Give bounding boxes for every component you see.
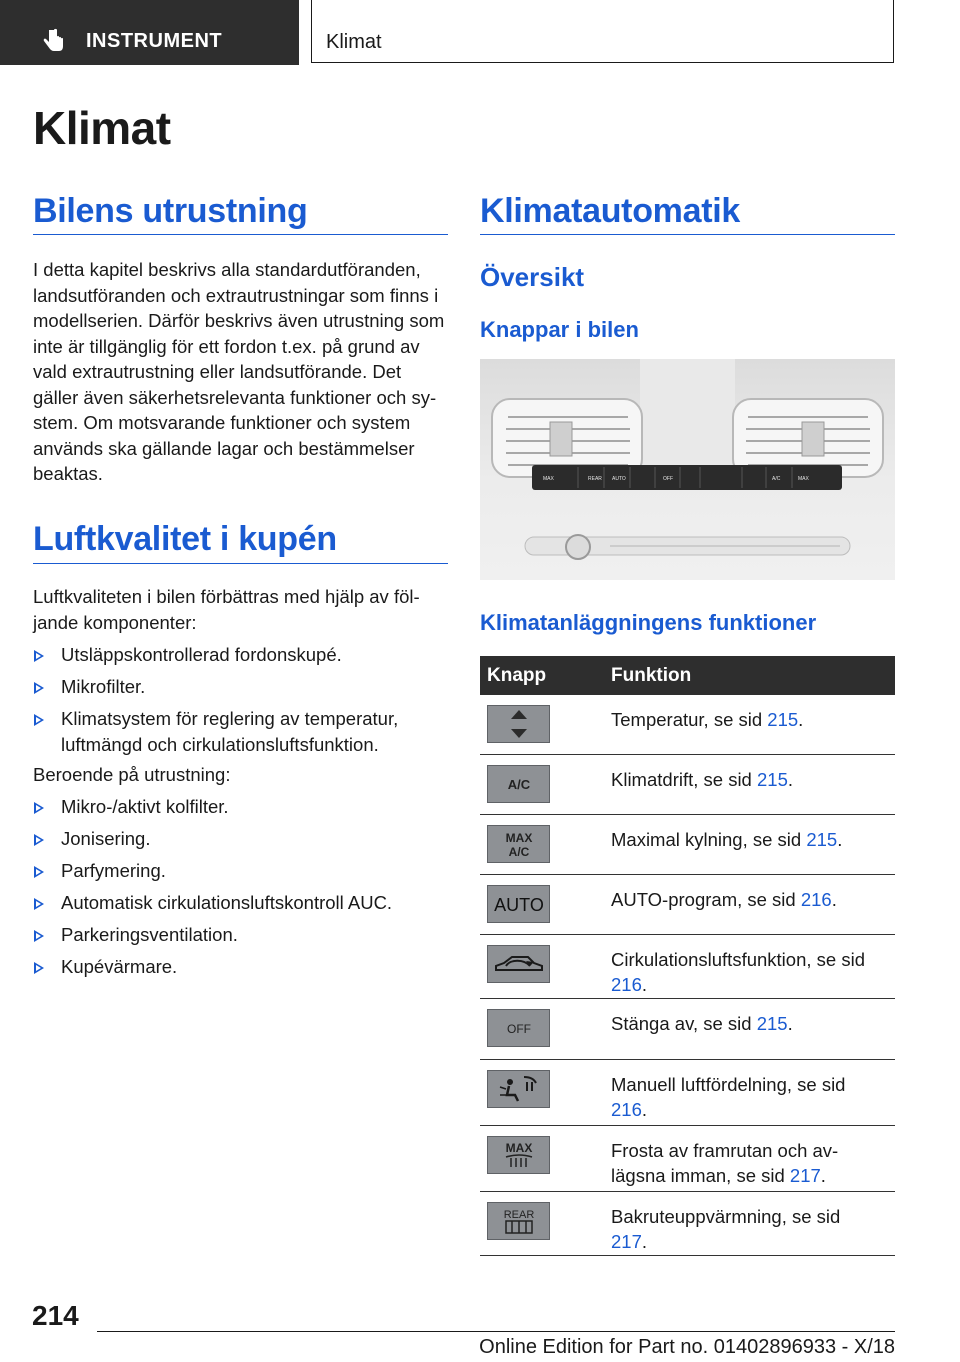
bullet-triangle-icon	[34, 714, 44, 726]
max-defrost-icon	[487, 1136, 550, 1174]
function-text: Manuell luftfördelning, se sid 216.	[611, 1074, 846, 1120]
table-row	[480, 1126, 895, 1192]
function-text: Klimatdrift, se sid 215.	[611, 769, 794, 790]
list-item: Parfymering.	[33, 858, 449, 884]
recirculation-icon	[487, 945, 550, 983]
table-row	[480, 935, 895, 999]
page-link[interactable]: 215	[767, 709, 799, 730]
table-row	[480, 815, 895, 875]
svg-text:MAX: MAX	[505, 831, 532, 845]
table-row	[480, 1060, 895, 1126]
equipment-dependent-list	[33, 794, 449, 986]
table-row	[480, 755, 895, 815]
temperature-arrows-icon	[487, 705, 550, 743]
page-link[interactable]: 215	[757, 769, 788, 790]
heading-equipment: Bilens utrustning	[33, 192, 308, 230]
equipment-paragraph: I detta kapitel beskrivs alla standardutföranden, landsutföranden och extrautrustningar som finns i modellserien. Därför beskrivs även utrustning som inte är tillgänglig för ett fordon t.ex. på grund av vald extrautrustning eller landsutförande. Det gäller även säkerhetsrelevanta funktioner och sy-stem. Om motsvarande funktioner och system används ska gällande lagar och bestämmelser beaktas.	[33, 259, 445, 484]
heading-overview: Översikt	[480, 262, 585, 292]
list-item: Utsläppskontrollerad fordonskupé.	[33, 642, 449, 668]
auto-icon	[487, 885, 550, 923]
air-intro-paragraph: Luftkvaliteten i bilen förbättras med hjälp av föl-jande komponenter:	[33, 586, 420, 633]
heading-rule	[33, 234, 448, 235]
table-row	[480, 999, 895, 1060]
bullet-triangle-icon	[34, 866, 44, 878]
bullet-triangle-icon	[34, 898, 44, 910]
svg-text:REAR: REAR	[588, 476, 602, 482]
function-text: Cirkulationsluftsfunktion, se sid 216.	[611, 949, 865, 995]
function-text: Maximal kylning, se sid 215.	[611, 829, 843, 850]
bullet-triangle-icon	[34, 834, 44, 846]
section-label: INSTRUMENT	[86, 30, 223, 52]
svg-text:AUTO: AUTO	[612, 476, 626, 482]
topic-tab	[311, 0, 894, 63]
svg-text:MAX: MAX	[505, 1141, 532, 1155]
page-link[interactable]: 216	[611, 974, 642, 995]
table-header	[480, 656, 895, 695]
bullet-triangle-icon	[34, 962, 44, 974]
heading-rule	[33, 563, 448, 564]
page-link[interactable]: 215	[756, 1013, 788, 1034]
hand-pointer-icon	[40, 28, 66, 54]
bullet-triangle-icon	[34, 802, 44, 814]
svg-text:MAX: MAX	[798, 476, 809, 482]
max-ac-icon	[487, 825, 550, 863]
list-item: Mikrofilter.	[33, 674, 449, 700]
bullet-triangle-icon	[34, 682, 44, 694]
functions-table	[480, 656, 895, 1256]
page-link[interactable]: 217	[789, 1165, 821, 1186]
page-number: 214	[32, 1300, 79, 1331]
page-link[interactable]: 216	[800, 889, 832, 910]
footer-rule	[97, 1331, 895, 1332]
function-text: Stänga av, se sid 215.	[611, 1013, 793, 1034]
heading-air-quality: Luftkvalitet i kupén	[33, 520, 337, 558]
page-title: Klimat	[33, 102, 171, 154]
heading-buttons: Knappar i bilen	[480, 317, 639, 342]
depends-paragraph: Beroende på utrustning:	[33, 764, 231, 785]
svg-text:MAX: MAX	[543, 476, 554, 482]
column-header-function: Funktion	[611, 665, 692, 686]
function-text: AUTO-program, se sid 216.	[611, 889, 837, 910]
section-tab	[0, 0, 299, 65]
rear-defrost-icon	[487, 1202, 550, 1240]
page-link[interactable]: 215	[806, 829, 838, 850]
control-panel-illustration	[480, 359, 895, 580]
topic-label: Klimat	[326, 31, 382, 53]
page-link[interactable]: 217	[611, 1231, 642, 1252]
bullet-triangle-icon	[34, 650, 44, 662]
ac-icon	[487, 765, 550, 803]
table-row	[480, 875, 895, 935]
list-item: Mikro-/aktivt kolfilter.	[33, 794, 449, 820]
list-item: Klimatsystem för reglering av temperatur, luftmängd och cirkulationsluftsfunktion.	[33, 706, 449, 757]
svg-text:OFF: OFF	[506, 1022, 531, 1036]
heading-functions: Klimatanläggningens funktioner	[480, 610, 817, 635]
heading-rule	[480, 234, 895, 235]
function-text: Bakruteuppvärmning, se sid 217.	[611, 1206, 841, 1252]
heading-climate-auto: Klimatautomatik	[480, 192, 740, 230]
svg-text:A/C: A/C	[507, 777, 530, 792]
svg-text:REAR: REAR	[503, 1209, 534, 1221]
list-item: Jonisering.	[33, 826, 449, 852]
svg-text:A/C: A/C	[772, 476, 781, 482]
function-text: Temperatur, se sid 215.	[611, 709, 804, 730]
list-item: Automatisk cirkulationsluftskontroll AUC.	[33, 890, 449, 916]
list-item: Kupévärmare.	[33, 954, 449, 980]
bullet-triangle-icon	[34, 930, 44, 942]
column-header-button: Knapp	[487, 665, 547, 686]
table-row	[480, 1192, 895, 1256]
table-row	[480, 695, 895, 755]
svg-text:OFF: OFF	[663, 476, 673, 482]
list-item: Parkeringsventilation.	[33, 922, 449, 948]
function-text: Frosta av framrutan och av-lägsna imman, se sid 217.	[611, 1140, 839, 1186]
air-distribution-icon	[487, 1070, 550, 1108]
air-components-list	[33, 642, 449, 764]
page-link[interactable]: 216	[611, 1099, 642, 1120]
control-panel-photo	[480, 359, 895, 580]
svg-text:A/C: A/C	[508, 845, 529, 859]
off-icon	[487, 1009, 550, 1047]
edition-note: Online Edition for Part no. 01402896933 - X/18	[479, 1336, 895, 1358]
svg-text:AUTO: AUTO	[493, 895, 544, 915]
